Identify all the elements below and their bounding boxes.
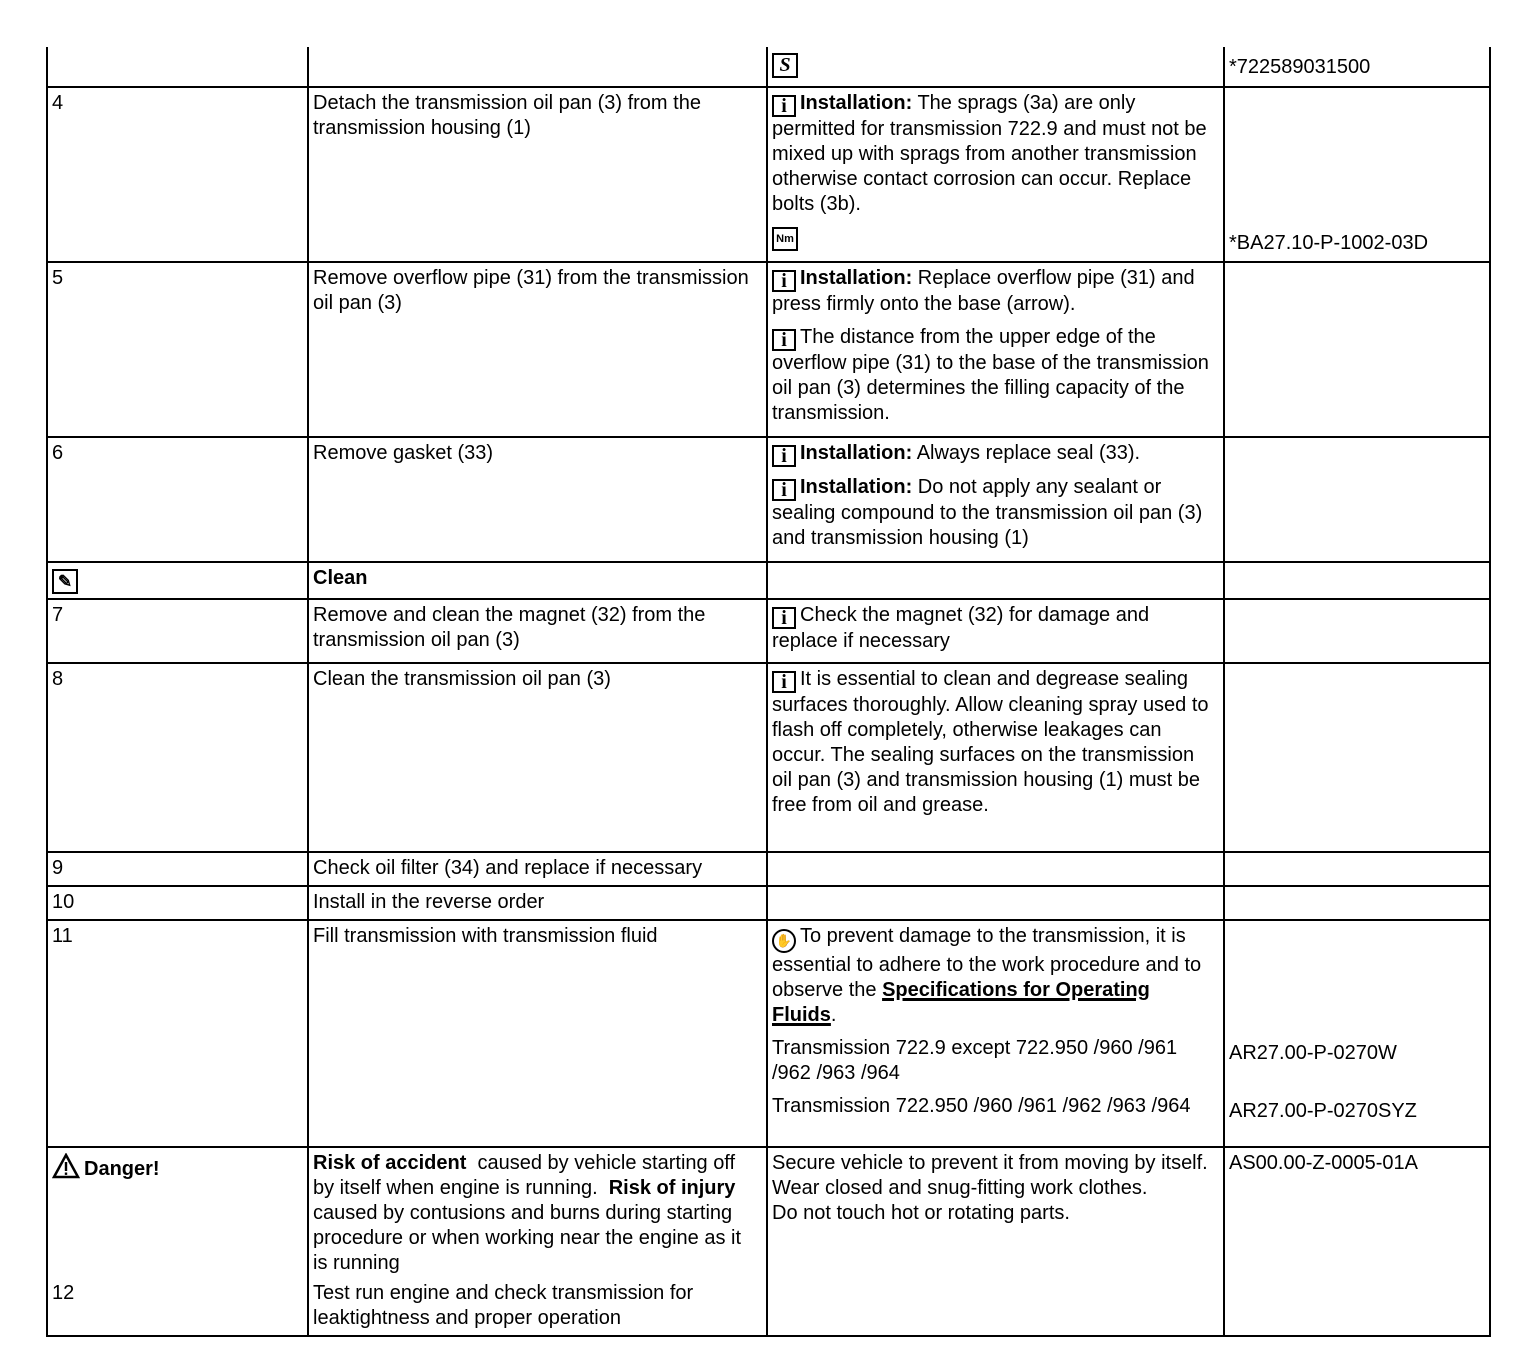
step-number: 4 <box>52 92 64 114</box>
info-icon: i <box>772 270 796 292</box>
step-cell <box>47 262 308 437</box>
table-row <box>47 663 1490 852</box>
table-row <box>47 852 1490 886</box>
danger-label <box>52 1151 302 1182</box>
table-row <box>47 599 1490 663</box>
note-cell <box>767 87 1224 262</box>
step-cell <box>47 562 308 599</box>
torque-icon[interactable]: Nm <box>772 227 798 251</box>
action-cell <box>308 920 767 1147</box>
ref-link[interactable]: *722589031500 <box>1229 56 1371 78</box>
caution-hand-icon: ✋ <box>772 929 796 953</box>
step-cell <box>47 47 308 87</box>
operating-fluids-link[interactable]: Specifications for Operating Fluids <box>772 979 1150 1026</box>
info-icon: i <box>772 607 796 629</box>
action-cell <box>308 886 767 920</box>
ref-link[interactable]: *BA27.10-P-1002-03D <box>1229 232 1429 254</box>
note-text: The sprags (3a) are only permitted for transmission 722.9 and must not be mixed up with sprags from another transmission otherwise contact corrosion can occur. Replace bolts (3b). <box>772 92 1207 215</box>
ref-cell <box>1224 663 1490 852</box>
action-cell <box>308 87 767 262</box>
ref-cell <box>1224 1147 1490 1336</box>
ref-cell <box>1224 562 1490 599</box>
step-action: Remove and clean the magnet (32) from the transmission oil pan (3) <box>313 604 706 651</box>
table-row <box>47 437 1490 562</box>
step-number: 12 <box>52 1282 75 1304</box>
info-icon: i <box>772 479 796 501</box>
step-action: Remove gasket (33) <box>313 442 494 464</box>
note-text: Do not apply any sealant or sealing compound to the transmission oil pan (3) and transmission housing (1) <box>772 476 1203 549</box>
safety-measure: Secure vehicle to prevent it from moving by itself. <box>772 1152 1208 1174</box>
step-action: Remove overflow pipe (31) from the transmission oil pan (3) <box>313 267 749 314</box>
info-icon: i <box>772 329 796 351</box>
note-cell <box>767 886 1224 920</box>
warning-triangle-icon <box>52 1153 80 1179</box>
step-number: 5 <box>52 267 64 289</box>
step-number: 6 <box>52 442 64 464</box>
info-note <box>772 667 1218 818</box>
note-cell <box>767 562 1224 599</box>
ref-link[interactable]: AR27.00-P-0270W <box>1229 1042 1397 1064</box>
step-cell <box>47 437 308 562</box>
note-cell <box>767 599 1224 663</box>
step-action: Clean the transmission oil pan (3) <box>313 668 611 690</box>
note-cell <box>767 663 1224 852</box>
ref-link[interactable]: AR27.00-P-0270SYZ <box>1229 1100 1417 1122</box>
note-text: The distance from the upper edge of the overflow pipe (31) to the base of the transmission oil pan (3) determines the filling capacity of the transmission. <box>772 326 1209 424</box>
step-action: Check oil filter (34) and replace if necessary <box>313 857 703 879</box>
note-text: It is essential to clean and degrease sealing surfaces thoroughly. Allow cleaning spray used to flash off completely, otherwise leakages can occur. The sealing surfaces on the transmission oil pan (3) and transmission housing (1) must be free from oil and grease. <box>772 668 1209 816</box>
danger-risk-text <box>313 1151 761 1276</box>
procedure-table <box>46 47 1491 1337</box>
note-label: Installation: <box>800 442 913 464</box>
safety-measure: Wear closed and snug-fitting work clothes. <box>772 1177 1148 1199</box>
note-label: Installation: <box>800 92 913 114</box>
installation-note <box>772 441 1218 467</box>
ref-cell <box>1224 47 1490 87</box>
ref-cell <box>1224 852 1490 886</box>
risk-text: caused by contusions and burns during starting procedure or when working near the engine as it is running <box>313 1202 742 1274</box>
note-cell <box>767 47 1224 87</box>
risk-heading: Risk of accident <box>313 1152 467 1174</box>
action-cell <box>308 262 767 437</box>
note-cell <box>767 852 1224 886</box>
table-row <box>47 886 1490 920</box>
step-cell <box>47 663 308 852</box>
note-text: To prevent damage to the transmission, it is essential to adhere to the work procedure and to observe the <box>772 925 1202 1001</box>
variant-text: Transmission 722.950 /960 /961 /962 /963 /964 <box>772 1095 1191 1117</box>
step-cell <box>47 886 308 920</box>
table-row <box>47 47 1490 87</box>
risk-heading: Risk of injury <box>608 1177 736 1199</box>
action-cell <box>308 852 767 886</box>
step-cell <box>47 920 308 1147</box>
info-note <box>772 325 1218 426</box>
ref-cell <box>1224 437 1490 562</box>
note-cell <box>767 920 1224 1147</box>
step-cell <box>47 852 308 886</box>
ref-cell <box>1224 599 1490 663</box>
ref-cell <box>1224 87 1490 262</box>
clean-icon: ✎ <box>52 569 78 594</box>
ref-cell <box>1224 886 1490 920</box>
info-icon: i <box>772 95 796 117</box>
note-label: Installation: <box>800 267 913 289</box>
action-cell <box>308 599 767 663</box>
info-icon: i <box>772 671 796 693</box>
safety-measure: Do not touch hot or rotating parts. <box>772 1202 1070 1224</box>
special-tool-icon[interactable]: S <box>772 53 798 78</box>
note-label: Installation: <box>800 476 913 498</box>
note-punctuation: . <box>830 1004 837 1026</box>
info-note <box>772 603 1218 654</box>
note-text: Always replace seal (33). <box>916 442 1141 464</box>
risk-text: caused by vehicle starting off by itself when engine is running. <box>313 1152 741 1199</box>
danger-text: Danger! <box>84 1158 160 1180</box>
step-number: 9 <box>52 857 64 879</box>
installation-note <box>772 91 1218 217</box>
step-action: Detach the transmission oil pan (3) from the transmission housing (1) <box>313 92 701 139</box>
step-number: 8 <box>52 668 64 690</box>
action-cell <box>308 47 767 87</box>
step-number: 11 <box>52 925 73 947</box>
note-cell <box>767 1147 1224 1336</box>
step-action: Install in the reverse order <box>313 891 545 913</box>
action-cell <box>308 1147 767 1336</box>
step-action: Fill transmission with transmission fluid <box>313 925 658 947</box>
variant-text: Transmission 722.9 except 722.950 /960 /961 /962 /963 /964 <box>772 1037 1178 1084</box>
table-row <box>47 262 1490 437</box>
step-cell <box>47 599 308 663</box>
note-text: Replace overflow pipe (31) and press firmly onto the base (arrow). <box>772 267 1195 315</box>
step-cell <box>47 87 308 262</box>
step-action: Test run engine and check transmission for leaktightness and proper operation <box>313 1282 694 1329</box>
note-cell <box>767 262 1224 437</box>
action-cell <box>308 562 767 599</box>
table-row <box>47 87 1490 262</box>
info-icon: i <box>772 445 796 467</box>
table-row <box>47 562 1490 599</box>
table-row <box>47 920 1490 1147</box>
caution-note <box>772 924 1218 1028</box>
action-cell <box>308 437 767 562</box>
torque-line <box>772 221 1218 251</box>
installation-note <box>772 266 1218 317</box>
table-row <box>47 1147 1490 1336</box>
note-cell <box>767 437 1224 562</box>
note-text: Check the magnet (32) for damage and replace if necessary <box>772 604 1150 652</box>
action-cell <box>308 663 767 852</box>
installation-note <box>772 475 1218 551</box>
ref-cell <box>1224 262 1490 437</box>
step-cell <box>47 1147 308 1336</box>
step-number: 10 <box>52 891 75 913</box>
section-heading: Clean <box>313 567 368 589</box>
step-number: 7 <box>52 604 64 626</box>
ref-cell <box>1224 920 1490 1147</box>
ref-link[interactable]: AS00.00-Z-0005-01A <box>1229 1152 1419 1174</box>
